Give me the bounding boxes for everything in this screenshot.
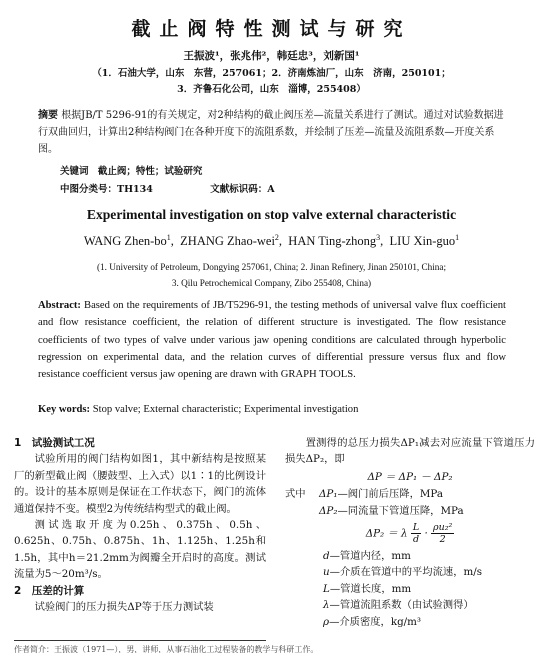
classification-value: TH134: [117, 184, 153, 195]
where-symbol: ΔP₁: [319, 488, 338, 501]
english-author: HAN Ting-zhong: [288, 234, 377, 249]
variable-description: —管道长度，mm: [329, 582, 412, 595]
where-item: [285, 503, 535, 519]
variable-item: [285, 548, 535, 564]
english-author: ZHANG Zhao-wei: [180, 234, 275, 249]
chinese-title: 截止阀特性测试与研究: [131, 18, 412, 40]
equation-2-fraction-1: [411, 522, 421, 545]
section-1-heading: 1 试验测试工况: [14, 437, 95, 449]
author-affiliation-mark: 2: [274, 233, 279, 242]
author-affiliation-mark: 1: [166, 233, 171, 242]
classification-line: [60, 181, 275, 195]
where-item: [285, 486, 535, 502]
equation-2: [285, 522, 535, 545]
variable-item: [285, 564, 535, 580]
english-abstract-label: Abstract:: [38, 300, 81, 311]
variable-symbol: u: [323, 566, 330, 579]
chinese-keywords-text: 截止阀；特性；试验研究: [97, 166, 203, 177]
chinese-affiliation-line-1: （1．石油大学，山东 东营，257061；2．济南炼油厂，山东 济南，250101；: [92, 68, 451, 79]
english-authors: WANG Zhen-$bo^1$, ZHANG Zhao-wei$^2$, HAN Ting-zhong$^3$, LIU Xin-guo$^1$: [83, 233, 460, 249]
chinese-keywords: [60, 163, 202, 177]
fraction-denominator: 2: [439, 534, 446, 546]
where-symbol: ΔP₂: [319, 504, 338, 517]
english-keywords: [38, 404, 358, 415]
english-author: WANG Zhen-bo: [83, 234, 167, 249]
variable-symbol: L: [323, 582, 330, 595]
english-author: LIU Xin-guo: [389, 234, 456, 249]
variable-item: [285, 581, 535, 597]
right-column: [285, 435, 535, 630]
equation-2-fraction-2: [431, 522, 454, 545]
doc-code-label: 文献标识码：: [210, 184, 268, 195]
variable-description: —管道流阻系数（由试验测得）: [329, 599, 474, 612]
variable-symbol: λ: [323, 599, 330, 612]
variable-item: [285, 597, 535, 613]
section-1-paragraph-2: 测试选取开度为0.25h、0.375h、0.5h、0.625h、0.75h、0.875h、1h、1.125h、1.25h和1.5h，其中h＝21.2mm为阀瓣全开启时的高度。测试流量为5～20m³/s。: [14, 519, 266, 581]
footnote-rule: [14, 640, 266, 641]
variable-symbol: ρ: [323, 615, 330, 628]
variable-description: —介质在管道中的平均流速，m/s: [329, 566, 483, 579]
variable-item: [285, 614, 535, 630]
variable-description: —介质密度，kg/m³: [329, 615, 422, 628]
fraction-numerator: L: [412, 522, 420, 534]
english-abstract: [38, 297, 506, 383]
left-column: [14, 435, 266, 615]
variable-symbol: d: [323, 550, 330, 563]
doc-code-value: A: [267, 184, 275, 195]
equation-2-dot: ·: [424, 527, 431, 540]
english-title: Experimental investigation on stop valve external characteristic: [86, 207, 457, 222]
variable-description: —管道内径，mm: [329, 550, 411, 563]
where-description: —阀门前后压降，MPa: [337, 488, 444, 501]
fraction-denominator: d: [412, 534, 420, 546]
chinese-abstract-text: 根据JB/T 5296-91的有关规定，对2种结构的截止阀压差—流量关系进行了测试。通过对试验数据进行双曲回归，计算出2种结构阀门在各种开度下的流阻系数，并绘制了压差—流量及流阻系数—开度关系图。: [38, 110, 504, 155]
where-label: 式中: [285, 488, 306, 501]
right-paragraph-1: 置测得的总压力损失ΔP₁减去对应流量下管道压力损失ΔP₂，即: [285, 437, 535, 466]
english-affiliation-line-1: (1. University of Petroleum, Dongying 257061, China; 2. Jinan Refinery, Jinan 250101, China;: [97, 262, 446, 272]
chinese-abstract-label: 摘要: [38, 110, 58, 121]
author-affiliation-mark: 1: [455, 233, 460, 242]
english-affiliations: [20, 259, 523, 291]
fraction-numerator: ρu₂²: [432, 522, 453, 534]
chinese-abstract: [38, 107, 506, 158]
where-description: —同流量下管道压降，MPa: [337, 504, 464, 517]
section-2-heading: 2 压差的计算: [14, 584, 85, 597]
equation-1: ΔP ＝ ΔP₁ － ΔP₂: [367, 470, 453, 483]
classification-label: 中图分类号：: [60, 184, 118, 195]
english-abstract-text: Based on the requirements of JB/T5296-91, the testing methods of universal valve flux coefficient and flow resistance coefficient, the relation of different structure is investigated. The flow resistance coefficients of two types of valve under various jaw opening conditions are calculated through hyperbolic regression on experimental data, and the relation curves of differential pressure versus flux and flow resistance coefficient versus jaw opening are drawn with GRAPH TOOLS.: [38, 300, 506, 381]
chinese-keywords-label: 关键词: [60, 166, 89, 177]
equation-2-lhs: ΔP₂ ＝ λ: [365, 527, 408, 540]
chinese-authors: 王振波¹，张兆伟²，韩廷忠³，刘新国¹: [183, 50, 360, 62]
english-keywords-text: Stop valve; External characteristic; Experimental investigation: [92, 404, 359, 415]
author-footnote: 作者简介：王振波（1971—），男，讲师，从事石油化工过程装备的教学与科研工作。: [14, 645, 319, 653]
author-affiliation-mark: 3: [376, 233, 381, 242]
english-keywords-label: Key words:: [38, 404, 91, 415]
chinese-affiliation-line-2: 3．齐鲁石化公司，山东 淄博，255408）: [177, 84, 366, 95]
section-1-paragraph-1: 试验所用的阀门结构如图1，其中新结构是按照某厂的新型截止阀（腰鼓型、上入式）以1∶1的比例设计的。设计的基本原则是保证在工作状态下，阀门的流体通道保持不变。模型2为传统结构型式的截止阀。: [14, 453, 266, 515]
english-affiliation-line-2: 3. Qilu Petrochemical Company, Zibo 255408, China): [171, 278, 372, 288]
section-2-paragraph-1: 试验阀门的压力损失ΔP等于压力测试装: [34, 601, 214, 614]
